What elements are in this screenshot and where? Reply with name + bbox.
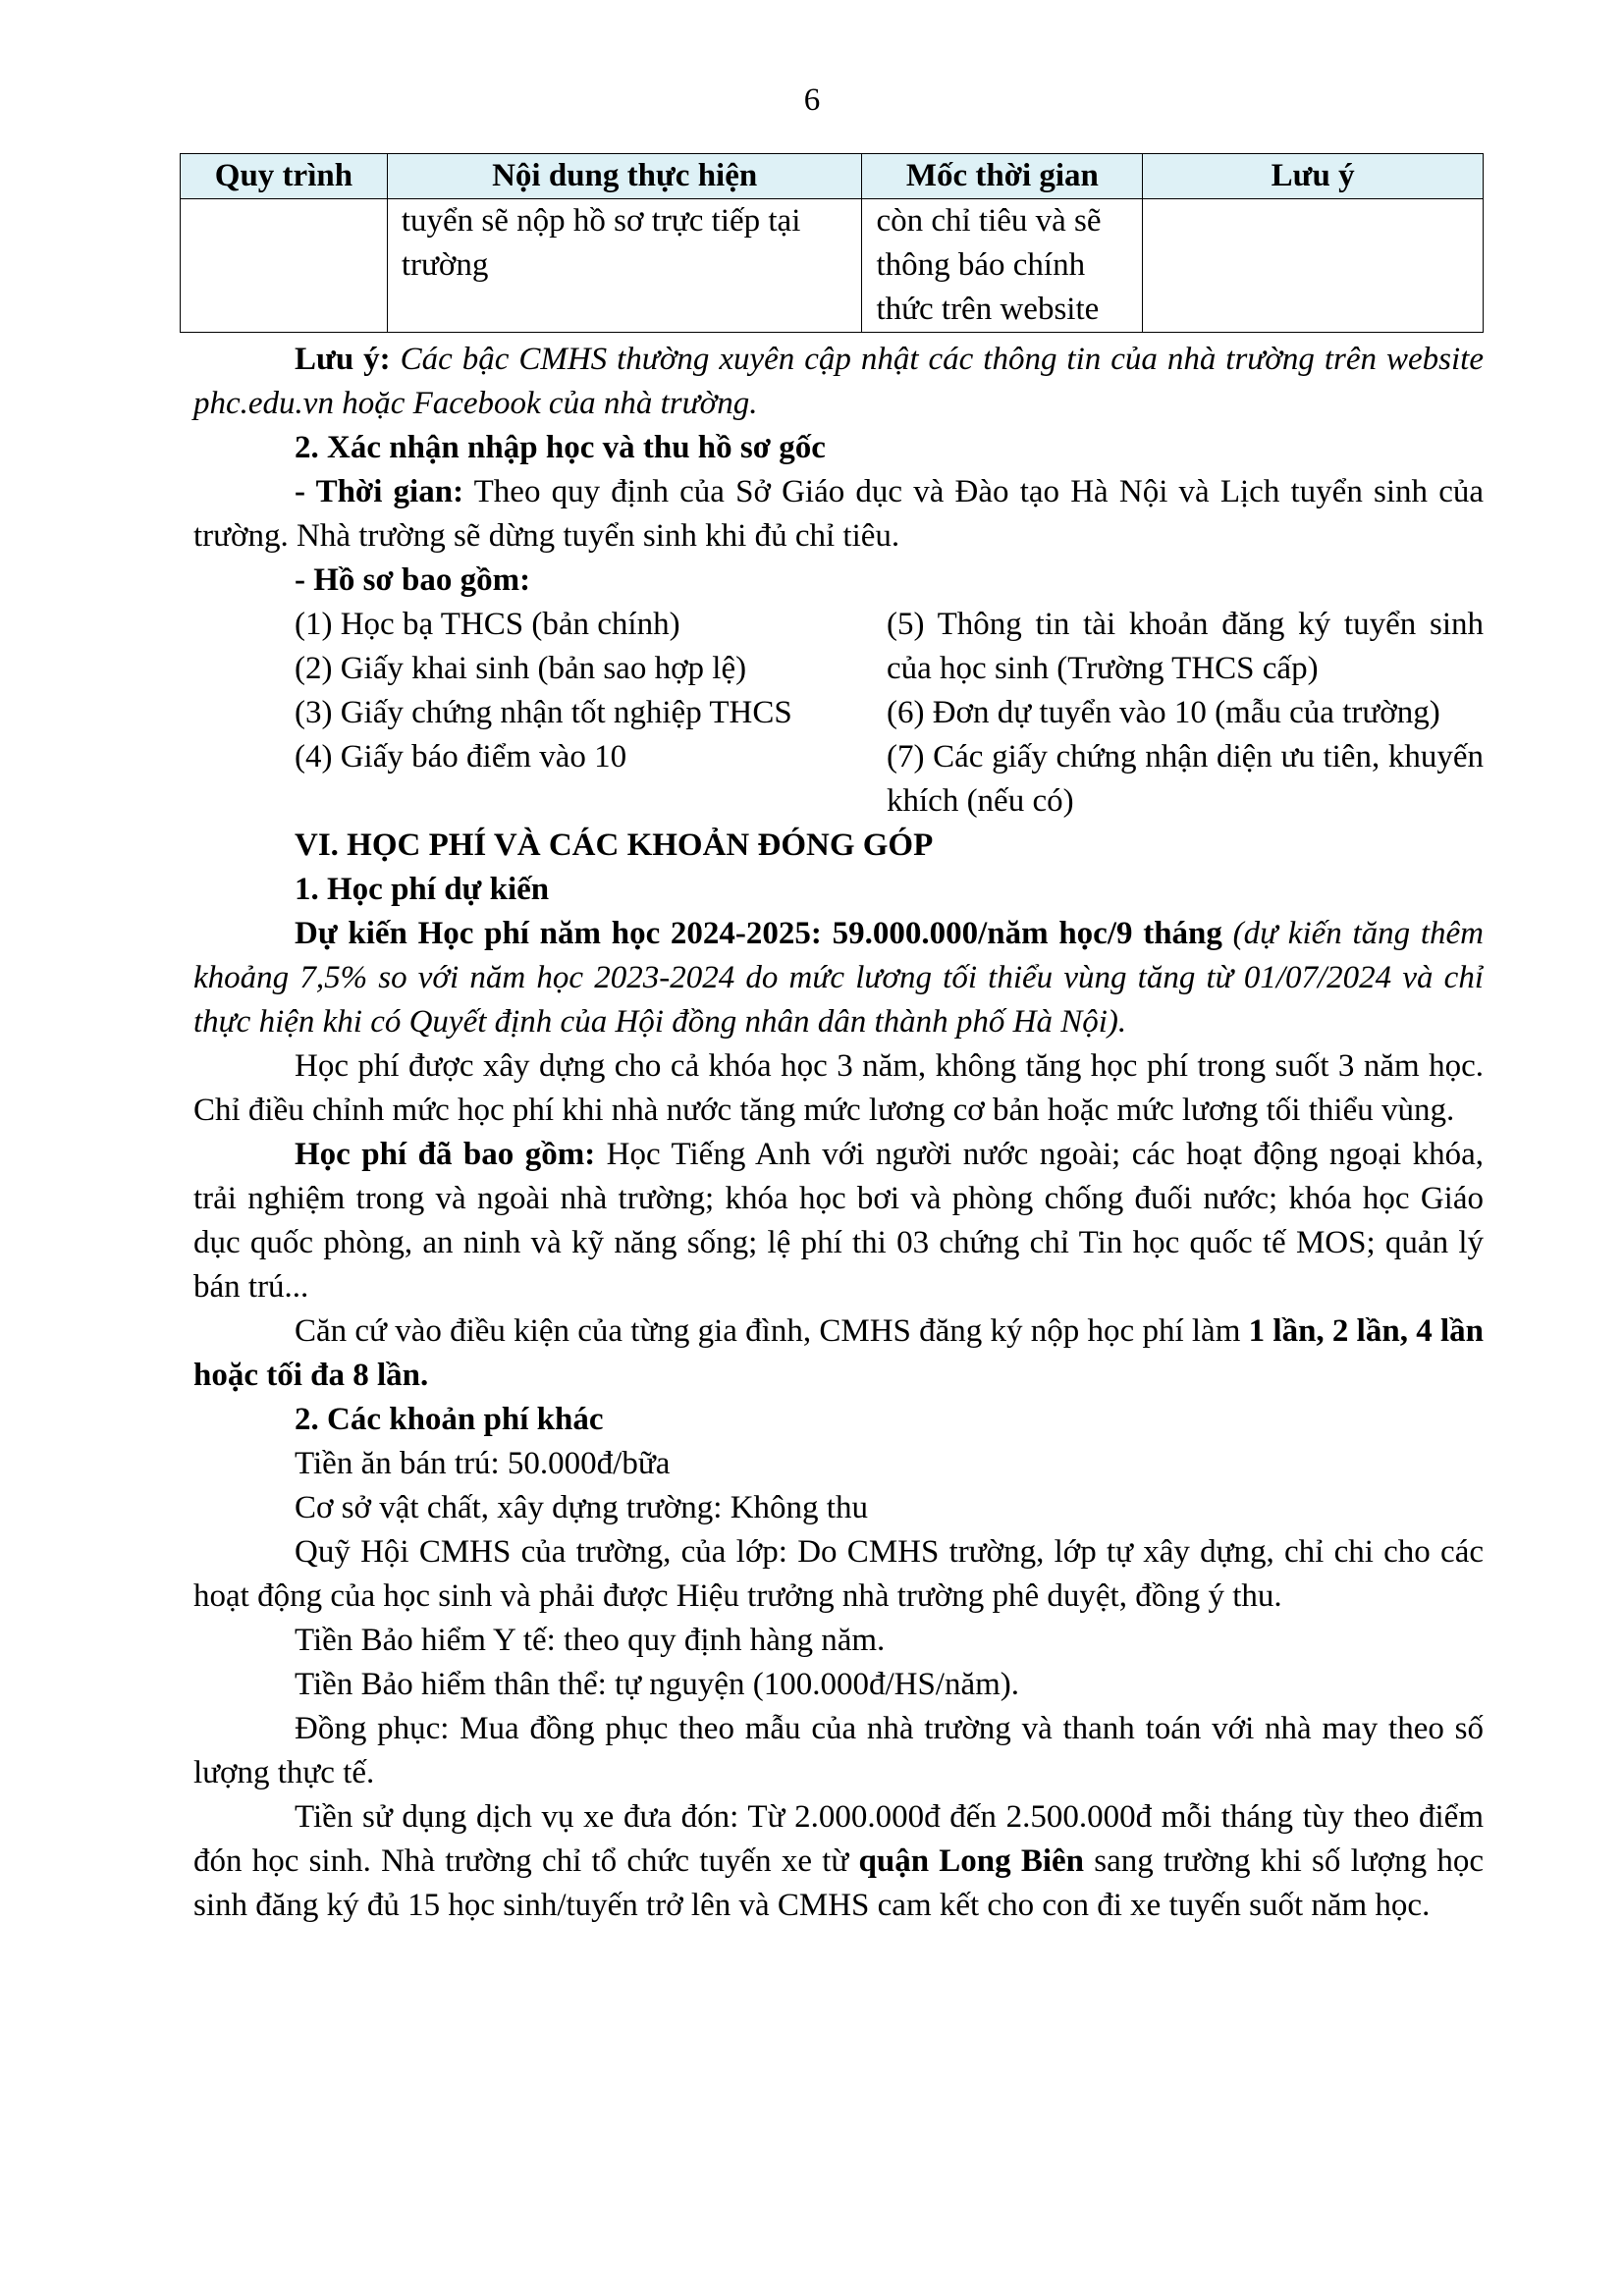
fee-structure-paragraph: Học phí được xây dựng cho cả khóa học 3 năm, không tăng học phí trong suốt 3 năm học. Chỉ điều chỉnh mức học phí khi nhà nước tăng mức lương cơ bản hoặc mức lương tối thiểu vùng.	[193, 1048, 1484, 1128]
table-cell: còn chỉ tiêu và sẽ thông báo chính thức trên website	[862, 199, 1143, 333]
table-cell	[181, 199, 388, 333]
table-cell	[1143, 199, 1484, 333]
documents-left-column	[295, 603, 864, 824]
time-paragraph	[193, 470, 1484, 559]
documents-label: - Hồ sơ bao gồm:	[295, 562, 531, 598]
list-item: (3) Giấy chứng nhận tốt nghiệp THCS	[295, 695, 792, 730]
other-fee-item: Cơ sở vật chất, xây dựng trường: Không thu	[295, 1490, 868, 1525]
table-header-cell: Nội dung thực hiện	[387, 154, 862, 199]
list-item: (1) Học bạ THCS (bản chính)	[295, 607, 680, 642]
time-label: - Thời gian:	[295, 474, 464, 509]
list-item: (4) Giấy báo điểm vào 10	[295, 739, 627, 774]
note-paragraph	[193, 338, 1484, 426]
list-item: (2) Giấy khai sinh (bản sao hợp lệ)	[295, 651, 747, 686]
table-header-cell: Lưu ý	[1143, 154, 1484, 199]
time-text: Theo quy định của Sở Giáo dục và Đào tạo Hà Nội và Lịch tuyển sinh của trường. Nhà trường sẽ dừng tuyển sinh khi đủ chỉ tiêu.	[193, 474, 1484, 554]
table-header-cell: Mốc thời gian	[862, 154, 1143, 199]
body-content	[193, 338, 1484, 1928]
fee-included-text: Học Tiếng Anh với người nước ngoài; các hoạt động ngoại khóa, trải nghiệm trong và ngoài nhà trường; khóa học bơi và phòng chống đuối nước; khóa học Giáo dục quốc phòng, an ninh và kỹ năng sống; lệ phí thi 03 chứng chỉ Tin học quốc tế MOS; quản lý bán trú...	[193, 1137, 1484, 1305]
other-fee-item: Quỹ Hội CMHS của trường, của lớp: Do CMHS trường, lớp tự xây dựng, chỉ chi cho các hoạt động của học sinh và phải được Hiệu trưởng nhà trường phê duyệt, đồng ý thu.	[193, 1534, 1484, 1614]
section-2-heading: 2. Xác nhận nhập học và thu hồ sơ gốc	[295, 430, 826, 465]
fee-included-label: Học phí đã bao gồm:	[295, 1137, 596, 1172]
fee-paragraph	[193, 912, 1484, 1044]
installments-text: Căn cứ vào điều kiện của từng gia đình, CMHS đăng ký nộp học phí làm	[295, 1313, 1249, 1349]
other-fee-item: Tiền Bảo hiểm thân thể: tự nguyện (100.000đ/HS/năm).	[295, 1667, 1020, 1702]
bus-district: quận Long Biên	[858, 1843, 1085, 1879]
section-6-heading: VI. HỌC PHÍ VÀ CÁC KHOẢN ĐÓNG GÓP	[295, 828, 934, 863]
note-label: Lưu ý:	[295, 342, 391, 377]
table-cell: tuyển sẽ nộp hồ sơ trực tiếp tại trường	[387, 199, 862, 333]
other-fee-item: Tiền ăn bán trú: 50.000đ/bữa	[295, 1446, 671, 1481]
table-row	[181, 199, 1484, 333]
documents-list	[295, 603, 1484, 824]
list-item: (6) Đơn dự tuyển vào 10 (mẫu của trường)	[887, 695, 1440, 730]
table-header-row	[181, 154, 1484, 199]
table-header-cell: Quy trình	[181, 154, 388, 199]
installments-options: 1 lần, 2 lần, 4 lần hoặc tối đa 8 lần.	[193, 1313, 1484, 1393]
bus-text-2: sang trường khi số lượng học sinh đăng ký đủ 15 học sinh/tuyến trở lên và CMHS cam kết cho con đi xe tuyến suốt năm học.	[193, 1843, 1484, 1923]
subsection-1-heading: 1. Học phí dự kiến	[295, 872, 550, 907]
process-table	[180, 153, 1484, 333]
note-text: Các bậc CMHS thường xuyên cập nhật các thông tin của nhà trường trên website phc.edu.vn hoặc Facebook của nhà trường.	[193, 342, 1484, 421]
installments-paragraph	[193, 1309, 1484, 1398]
fee-amount: Dự kiến Học phí năm học 2024-2025: 59.000.000/năm học/9 tháng	[295, 916, 1222, 951]
list-item: (5) Thông tin tài khoản đăng ký tuyển sinh của học sinh (Trường THCS cấp)	[887, 607, 1484, 686]
list-item: (7) Các giấy chứng nhận diện ưu tiên, khuyến khích (nếu có)	[887, 739, 1484, 819]
bus-text-1: Tiền sử dụng dịch vụ xe đưa đón: Từ 2.000.000đ đến 2.500.000đ mỗi tháng tùy theo điểm đón học sinh. Nhà trường chỉ tổ chức tuyến xe từ	[193, 1799, 1484, 1879]
other-fee-item: Tiền Bảo hiểm Y tế: theo quy định hàng năm.	[295, 1623, 886, 1658]
subsection-2-heading: 2. Các khoản phí khác	[295, 1402, 604, 1437]
fee-note: (dự kiến tăng thêm khoảng 7,5% so với năm học 2023-2024 do mức lương tối thiểu vùng tăng từ 01/07/2024 và chỉ thực hiện khi có Quyết định của Hội đồng nhân dân thành phố Hà Nội).	[193, 916, 1484, 1040]
documents-right-column	[887, 603, 1484, 824]
page-number: 6	[803, 82, 821, 118]
fee-included-paragraph	[193, 1133, 1484, 1309]
bus-service-paragraph	[193, 1795, 1484, 1928]
other-fee-item: Đồng phục: Mua đồng phục theo mẫu của nhà trường và thanh toán với nhà may theo số lượng thực tế.	[193, 1711, 1484, 1790]
